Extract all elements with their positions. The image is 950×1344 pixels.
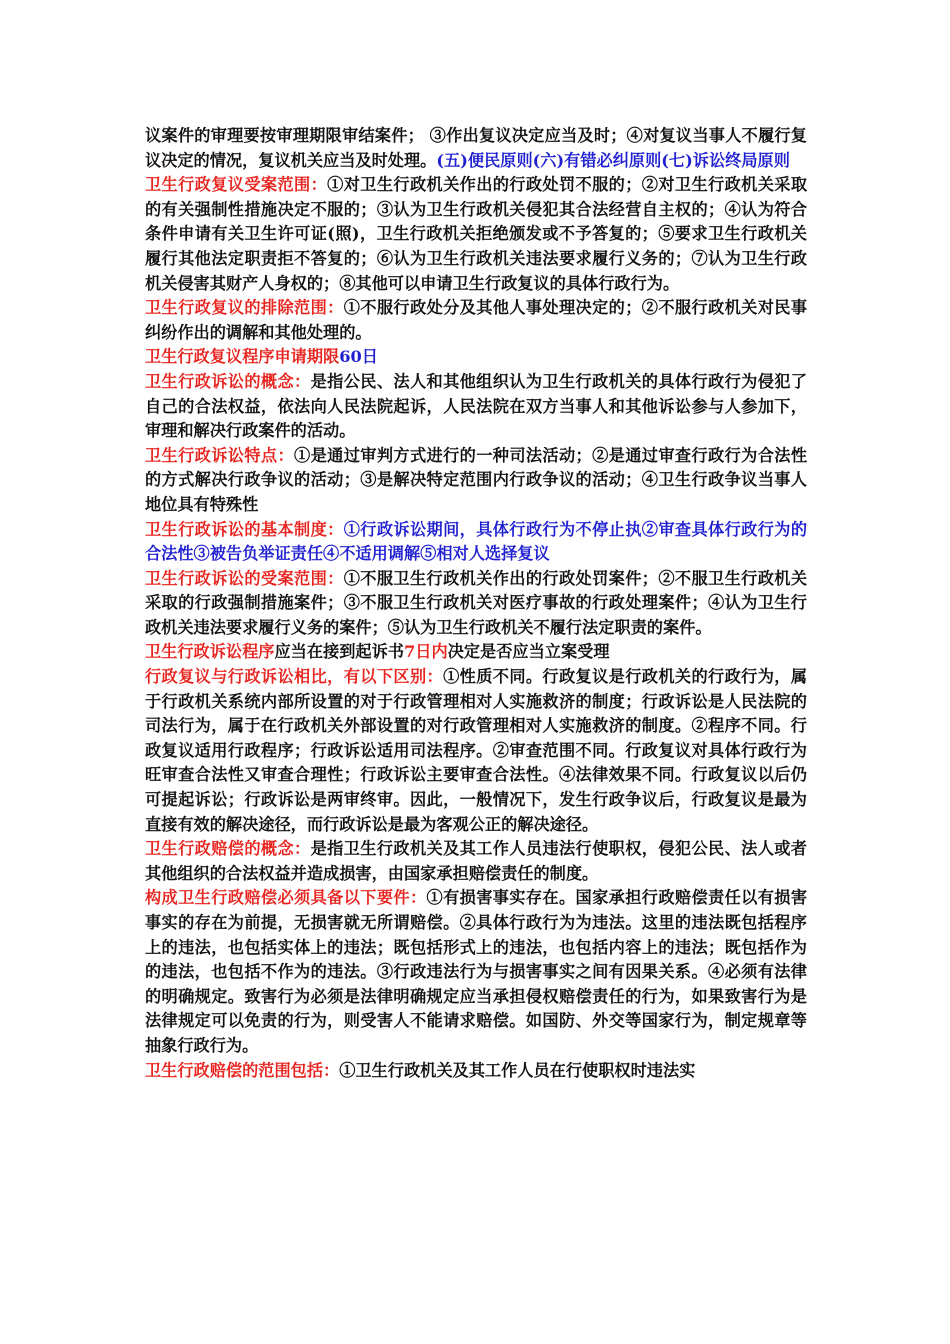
document-body [145,124,807,1083]
text-run: ①卫生行政机关及其工作人员在行使职权时违法实 [339,1060,696,1080]
document-page [145,124,807,1083]
text-run: ①是通过审判方式进行的一种司法活动；②是通过审查行政行为合法性的方式解决行政争议的活动；③是解决特定范围内行政争议的活动；④卫生行政争议当事人地位具有特殊性 [145,445,808,514]
highlight-run: 60日 [339,347,378,367]
highlight-run: (五)便民原则(六)有错必纠原则(七)诉讼终局原则 [436,150,790,170]
paragraph [145,173,807,296]
highlight-run: ①行政诉讼期间，具体行政行为不停止执②审查具体行政行为的合法性③被告负举证责任④不适用调解⑤相对人选择复议 [145,519,808,564]
paragraph [145,886,807,1058]
text-run: 是指公民、法人和其他组织认为卫生行政机关的具体行政行为侵犯了自己的合法权益，依法向人民法院起诉，人民法院在双方当事人和其他诉讼参与人参加下，审理和解决行政案件的活动。 [145,371,807,441]
paragraph [145,444,807,518]
heading-run: 7日内 [404,642,448,662]
paragraph [145,837,807,886]
heading-run: 卫生行政诉讼的概念： [145,371,311,391]
text-run: 应当在接到起诉书 [274,642,404,662]
paragraph [145,370,807,444]
paragraph [145,567,807,641]
paragraph [145,640,807,665]
paragraph [145,518,807,567]
text-run: ①对卫生行政机关作出的行政处罚不服的；②对卫生行政机关采取的有关强制性措施决定不服的；③认为卫生行政机关侵犯其合法经营自主权的；④认为符合条件申请有关卫生许可证(照)，卫生行政机关拒绝颁发或不予答复的；⑤要求卫生行政机关履行其他法定职责拒不答复的；⑥认为卫生行政机关违法要求履行义务的；⑦认为卫生行政机关侵害其财产人身权的；⑧其他可以申请卫生行政复议的具体行政行为。 [145,175,808,293]
paragraph [145,1059,807,1084]
heading-run: 卫生行政赔偿的范围包括： [145,1060,340,1080]
heading-run: 行政复议与行政诉讼相比，有以下区别： [145,667,444,687]
heading-run: 卫生行政诉讼的受案范围： [145,568,344,588]
heading-run: 卫生行政复议的排除范围： [145,298,344,318]
text-run: ①不服卫生行政机关作出的行政处罚案件；②不服卫生行政机关采取的行政强制措施案件；③不服卫生行政机关对医疗事故的行政处理案件；④认为卫生行政机关违法要求履行义务的案件；⑤认为卫生行政机关不履行法定职责的案件。 [145,568,808,637]
paragraph [145,296,807,345]
text-run: ①不服行政处分及其他人事处理决定的；②不服行政机关对民事纠纷作出的调解和其他处理的。 [145,298,808,342]
text-run: ①有损害事实存在。国家承担行政赔偿责任以有损害事实的存在为前提，无损害就无所谓赔偿。②具体行政行为为违法。这里的违法既包括程序上的违法，也包括实体上的违法；既包括形式上的违法，也包括内容上的违法；既包括作为的违法，也包括不作为的违法。③行政违法行为与损害事实之间有因果关系。④必须有法律的明确规定。致害行为必须是法律明确规定应当承担侵权赔偿责任的行为，如果致害行为是法律规定可以免责的行为，则受害人不能请求赔偿。如国防、外交等国家行为，制定规章等抽象行政行为。 [145,888,808,1055]
paragraph [145,345,807,370]
heading-run: 卫生行政赔偿的概念： [145,839,311,859]
heading-run: 卫生行政诉讼特点： [145,445,295,465]
text-run: 决定是否应当立案受理 [447,642,610,662]
heading-run: 构成卫生行政赔偿必须具备以下要件： [145,888,427,908]
heading-run: 卫生行政复议程序申请期限 [145,347,340,367]
heading-run: 卫生行政复议受案范围： [145,175,328,195]
text-run: 是指卫生行政机关及其工作人员违法行使职权，侵犯公民、法人或者其他组织的合法权益并造成损害，由国家承担赔偿责任的制度。 [145,839,807,883]
text-run: ①性质不同。行政复议是行政机关的行政行为，属于行政机关系统内部所设置的对于行政管理相对人实施救济的制度；行政诉讼是人民法院的司法行为，属于在行政机关外部设置的对行政管理相对人实施救济的制度。②程序不同。行政复议适用行政程序；行政诉讼适用司法程序。②审查范围不同。行政复议对具体行政行为旺审查合法性又审查合理性；行政诉讼主要审查合法性。④法律效果不同。行政复议以后仍可提起诉讼；行政诉讼是两审终审。因此，一般情况下，发生行政争议后，行政复议是最为直接有效的解决途径，而行政诉讼是最为客观公正的解决途径。 [145,667,808,834]
paragraph [145,124,807,173]
text-run: 议案件的审理要按审理期限审结案件； ③作出复议决定应当及时；④对复议当事人不履行复议决定的情况，复议机关应当及时处理。 [145,126,807,170]
paragraph [145,665,807,837]
heading-run: 卫生行政诉讼程序 [145,642,275,662]
heading-run: 卫生行政诉讼的基本制度： [145,519,344,539]
